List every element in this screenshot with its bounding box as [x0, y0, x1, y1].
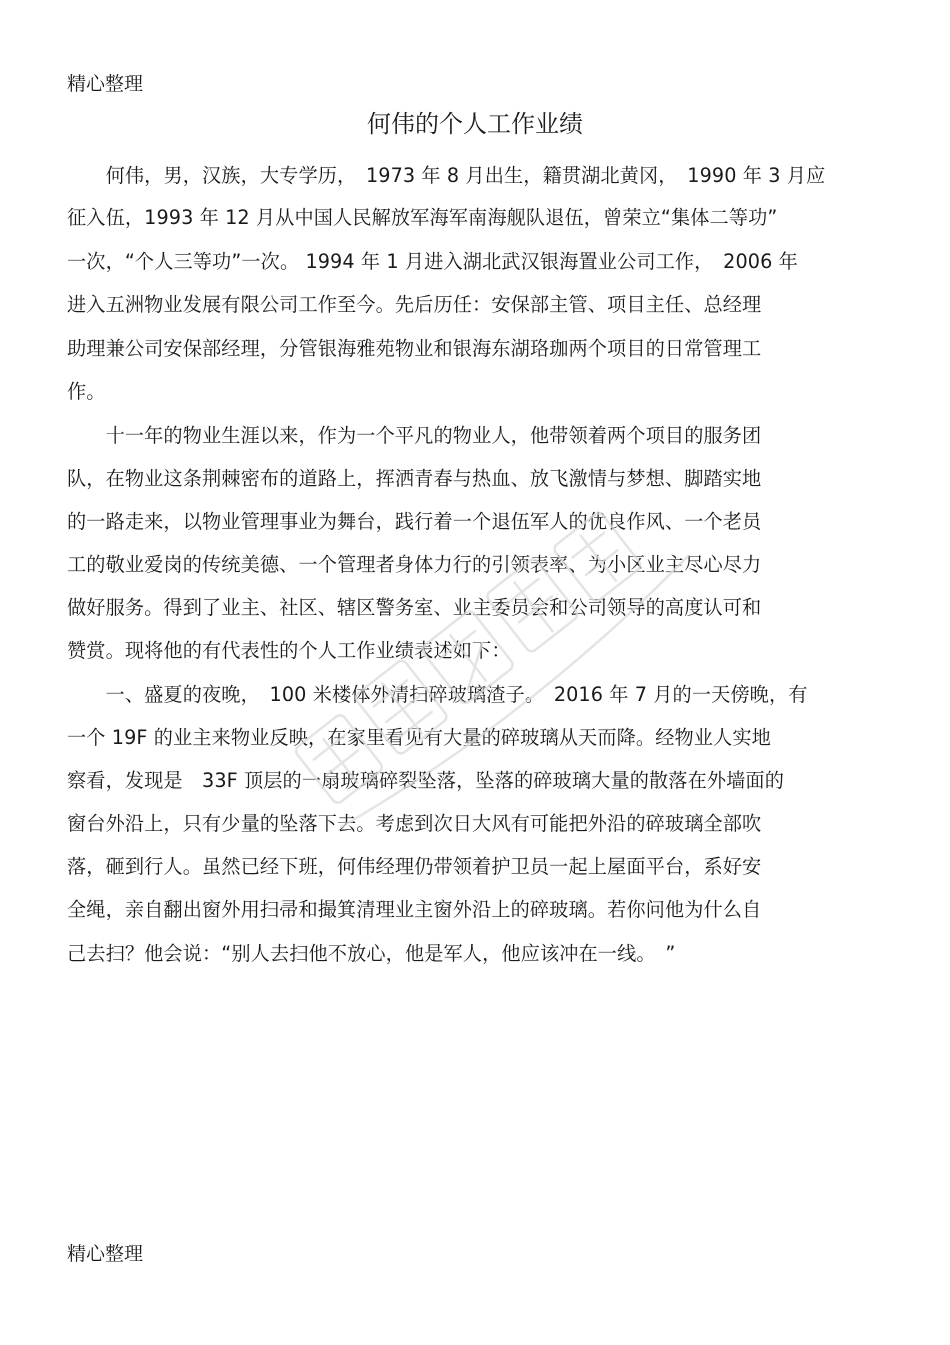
body-line: 工的敬业爱岗的传统美德、一个管理者身体力行的引领表率、为小区业主尽心尽力 — [67, 553, 762, 576]
page-footer-label: 精心整理 — [67, 1243, 144, 1265]
body-line: 进入五洲物业发展有限公司工作至今。先后历任：安保部主管、项目主任、总经理 — [67, 293, 762, 316]
body-line: 队，在物业这条荆棘密布的道路上，挥洒青春与热血、放飞激情与梦想、脚踏实地 — [67, 467, 762, 490]
body-line: 作。 — [67, 380, 106, 403]
body-line: 的一路走来，以物业管理事业为舞台，践行着一个退伍军人的优良作风、一个老员 — [67, 510, 762, 533]
body-line: 察看，发现是 33F 顶层的一扇玻璃碎裂坠落，坠落的碎玻璃大量的散落在外墙面的 — [67, 769, 785, 792]
body-line: 落，砸到行人。虽然已经下班，何伟经理仍带领着护卫员一起上屋面平台，系好安 — [67, 855, 762, 878]
body-line: 何伟，男，汉族，大专学历， 1973 年 8 月出生，籍贯湖北黄冈， 1990 年 3 月应 — [67, 164, 826, 187]
body-line: 窗台外沿上，只有少量的坠落下去。考虑到次日大风有可能把外沿的碎玻璃全部吹 — [67, 812, 762, 835]
body-line: 十一年的物业生涯以来，作为一个平凡的物业人，他带领着两个项目的服务团 — [67, 424, 762, 447]
page-header-label: 精心整理 — [67, 73, 144, 95]
document-title: 何伟的个人工作业绩 — [367, 110, 583, 138]
body-line: 一次，“个人三等功”一次。 1994 年 1 月进入湖北武汉银海置业公司工作， 2006 年 — [67, 250, 798, 273]
body-line: 做好服务。得到了业主、社区、辖区警务室、业主委员会和公司领导的高度认可和 — [67, 596, 762, 619]
body-line: 赞赏。现将他的有代表性的个人工作业绩表述如下： — [67, 639, 511, 662]
body-line: 己去扫？他会说：“别人去扫他不放心，他是军人，他应该冲在一线。 ” — [67, 942, 676, 965]
body-line: 一个 19F 的业主来物业反映，在家里看见有大量的碎玻璃从天而降。经物业人实地 — [67, 726, 771, 749]
body-line: 助理兼公司安保部经理，分管银海雅苑物业和银海东湖珞珈两个项目的日常管理工 — [67, 337, 762, 360]
body-line: 一、盛夏的夜晚， 100 米楼体外清扫碎玻璃渣子。 2016 年 7 月的一天傍晚，有 — [67, 683, 808, 706]
body-line: 全绳，亲自翻出窗外用扫帚和撮箕清理业主窗外沿上的碎玻璃。若你问他为什么自 — [67, 898, 762, 921]
body-line: 征入伍，1993 年 12 月从中国人民解放军海军南海舰队退伍，曾荣立“集体二等功” — [67, 206, 778, 229]
